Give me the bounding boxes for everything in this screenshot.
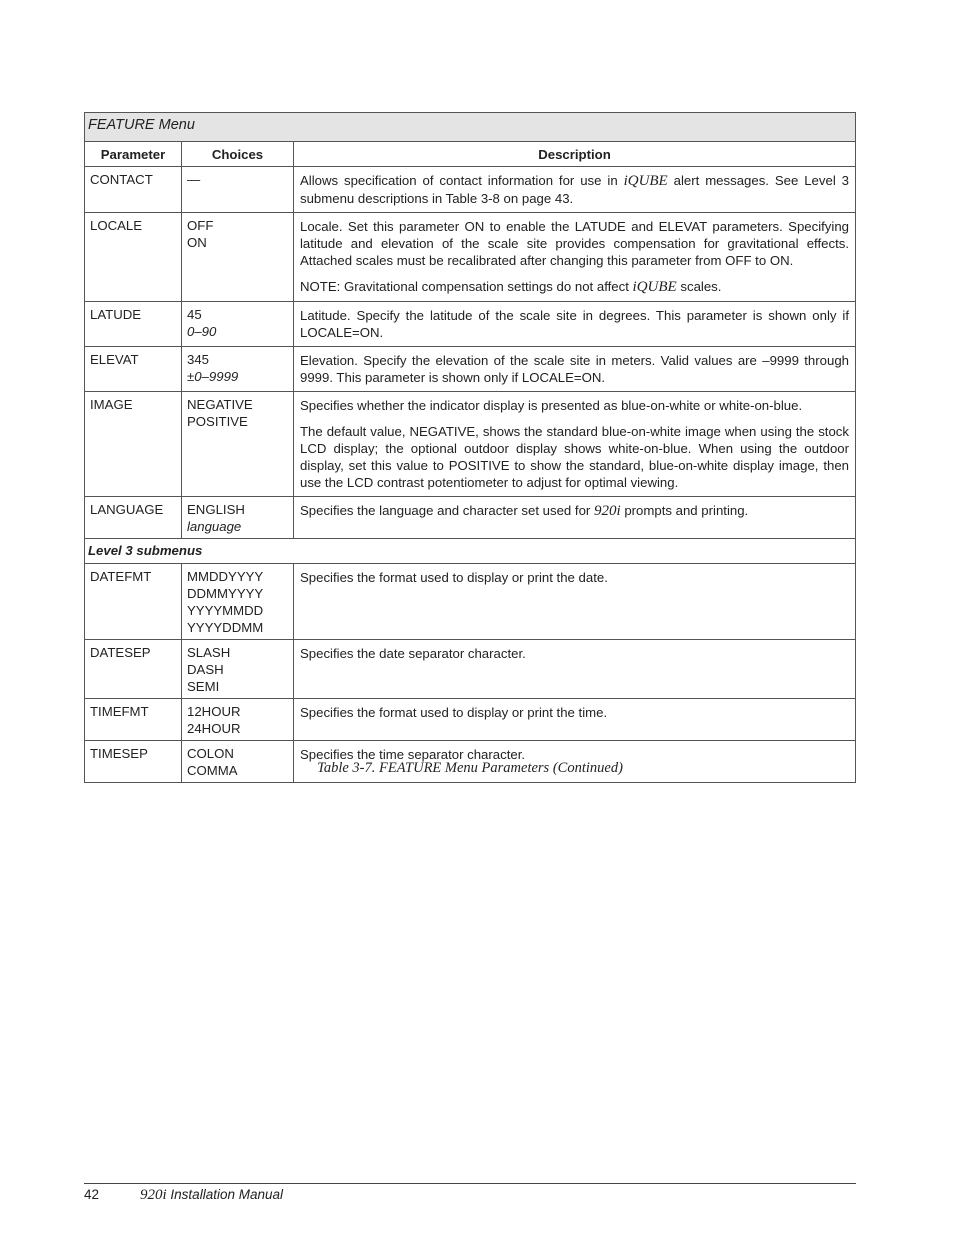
description-paragraph xyxy=(300,704,849,721)
header-description: Description xyxy=(294,142,856,167)
description-paragraph xyxy=(300,645,849,662)
description-text: Specifies the date separator character. xyxy=(300,646,526,661)
description-text: Locale. Set this parameter ON to enable the LATUDE and ELEVAT parameters. Specifying latitude and elevation of the scale site provides compensation for gravitational effects. Attached scales must be recalibrated after changing this parameter from OFF to ON. xyxy=(300,219,849,268)
description-text: scales. xyxy=(676,279,722,294)
table-title: FEATURE Menu xyxy=(85,113,856,142)
choices-cell xyxy=(182,392,294,497)
choices-cell xyxy=(182,699,294,741)
description-text: Elevation. Specify the elevation of the scale site in meters. Valid values are –9999 through 9999. This parameter is shown only if LOCALE=ON. xyxy=(300,353,849,385)
brand-name: 920i xyxy=(593,503,621,519)
description-cell xyxy=(294,167,856,213)
description-text: Allows specification of contact information for use in xyxy=(300,173,624,188)
description-text: Specifies the format used to display or print the time. xyxy=(300,705,608,720)
description-cell xyxy=(294,699,856,741)
choice-value: COLON xyxy=(187,746,234,761)
header-choices: Choices xyxy=(182,142,294,167)
table-row xyxy=(85,564,856,640)
parameter-name: DATESEP xyxy=(90,645,151,660)
choices-cell xyxy=(182,213,294,302)
description-cell xyxy=(294,564,856,640)
parameter-name: CONTACT xyxy=(90,172,153,187)
choice-value: SLASH xyxy=(187,645,231,660)
description-paragraph xyxy=(300,423,849,491)
choice-value: 345 xyxy=(187,352,210,367)
choice-value: DDMMYYYY xyxy=(187,586,264,601)
description-cell xyxy=(294,347,856,392)
table-row xyxy=(85,167,856,213)
choices-cell xyxy=(182,640,294,699)
choice-range: ±0–9999 xyxy=(187,369,239,384)
choices-cell xyxy=(182,564,294,640)
parameter-cell xyxy=(85,497,182,539)
parameter-cell xyxy=(85,347,182,392)
description-cell xyxy=(294,213,856,302)
table-row xyxy=(85,497,856,539)
description-text: The default value, NEGATIVE, shows the standard blue-on-white image when using the stock LCD display; the optional outdoor display shows white-on-blue. When using the outdoor display, set this value to POSITIVE to show the standard, blue-on-white display image, then use the LCD contrast potentiometer to adjust for optimal viewing. xyxy=(300,424,849,490)
choice-value: ENGLISH xyxy=(187,502,245,517)
section-row xyxy=(85,539,856,564)
table-caption: Table 3-7. FEATURE Menu Parameters (Continued) xyxy=(317,760,623,776)
table-row xyxy=(85,302,856,347)
choice-value: DASH xyxy=(187,662,224,677)
choices-cell xyxy=(182,302,294,347)
description-paragraph xyxy=(300,502,849,520)
page-number: 42 xyxy=(84,1187,100,1202)
choice-range: 0–90 xyxy=(187,324,217,339)
choices-cell xyxy=(182,347,294,392)
description-cell xyxy=(294,640,856,699)
parameter-name: DATEFMT xyxy=(90,569,152,584)
section-label: Level 3 submenus xyxy=(85,539,856,564)
description-paragraph xyxy=(300,307,849,341)
parameter-cell xyxy=(85,392,182,497)
description-paragraph xyxy=(300,218,849,269)
brand-name: iQUBE xyxy=(623,173,668,189)
parameter-cell xyxy=(85,167,182,213)
parameter-name: IMAGE xyxy=(90,397,133,412)
choice-value: — xyxy=(187,172,201,187)
description-text: NOTE: Gravitational compensation settings do not affect xyxy=(300,279,633,294)
table-row xyxy=(85,640,856,699)
description-cell xyxy=(294,302,856,347)
table-row xyxy=(85,213,856,302)
description-cell xyxy=(294,392,856,497)
feature-menu-table xyxy=(84,112,856,783)
description-cell xyxy=(294,497,856,539)
choice-value: NEGATIVE xyxy=(187,397,253,412)
footer-doc-title: Installation Manual xyxy=(166,1187,283,1202)
parameter-cell xyxy=(85,302,182,347)
description-paragraph xyxy=(300,352,849,386)
choice-value: YYYYDDMM xyxy=(187,620,264,635)
choice-value: POSITIVE xyxy=(187,414,248,429)
description-text: Specifies the language and character set used for xyxy=(300,503,594,518)
choices-cell xyxy=(182,497,294,539)
choice-value: 24HOUR xyxy=(187,721,241,736)
description-text: Specifies whether the indicator display is presented as blue-on-white or white-on-blue. xyxy=(300,398,803,413)
description-paragraph xyxy=(300,569,849,586)
parameter-name: LATUDE xyxy=(90,307,142,322)
parameter-name: LOCALE xyxy=(90,218,143,233)
description-text: alert messages. See Level 3 submenu descriptions in Table 3-8 on page 43. xyxy=(300,173,849,206)
description-text: Latitude. Specify the latitude of the scale site in degrees. This parameter is shown only if LOCALE=ON. xyxy=(300,308,849,340)
description-paragraph xyxy=(300,172,849,207)
footer-rule xyxy=(84,1183,856,1184)
parameter-name: LANGUAGE xyxy=(90,502,164,517)
table-row xyxy=(85,699,856,741)
footer-brand: 920i xyxy=(140,1187,167,1203)
brand-name: iQUBE xyxy=(632,279,677,295)
parameter-name: ELEVAT xyxy=(90,352,139,367)
description-text: prompts and printing. xyxy=(620,503,749,518)
parameter-cell xyxy=(85,699,182,741)
parameter-name: TIMESEP xyxy=(90,746,148,761)
description-paragraph xyxy=(300,397,849,414)
choice-value: 45 xyxy=(187,307,202,322)
choice-value: OFF xyxy=(187,218,214,233)
description-paragraph xyxy=(300,278,849,296)
parameter-cell xyxy=(85,640,182,699)
parameter-cell xyxy=(85,564,182,640)
parameter-name: TIMEFMT xyxy=(90,704,149,719)
choice-value: MMDDYYYY xyxy=(187,569,264,584)
table-header-row xyxy=(85,142,856,167)
choice-value: 12HOUR xyxy=(187,704,241,719)
header-parameter: Parameter xyxy=(85,142,182,167)
choice-value: COMMA xyxy=(187,763,238,778)
table-row xyxy=(85,392,856,497)
description-text: Specifies the format used to display or print the date. xyxy=(300,570,608,585)
choice-value: SEMI xyxy=(187,679,220,694)
choices-cell xyxy=(182,167,294,213)
page-footer xyxy=(84,1187,283,1204)
choice-value: YYYYMMDD xyxy=(187,603,264,618)
choice-range: language xyxy=(187,519,242,534)
table-row xyxy=(85,347,856,392)
description-text: Specifies the time separator character. xyxy=(300,747,526,762)
parameter-cell xyxy=(85,213,182,302)
table-title-row xyxy=(85,113,856,142)
choice-value: ON xyxy=(187,235,207,250)
